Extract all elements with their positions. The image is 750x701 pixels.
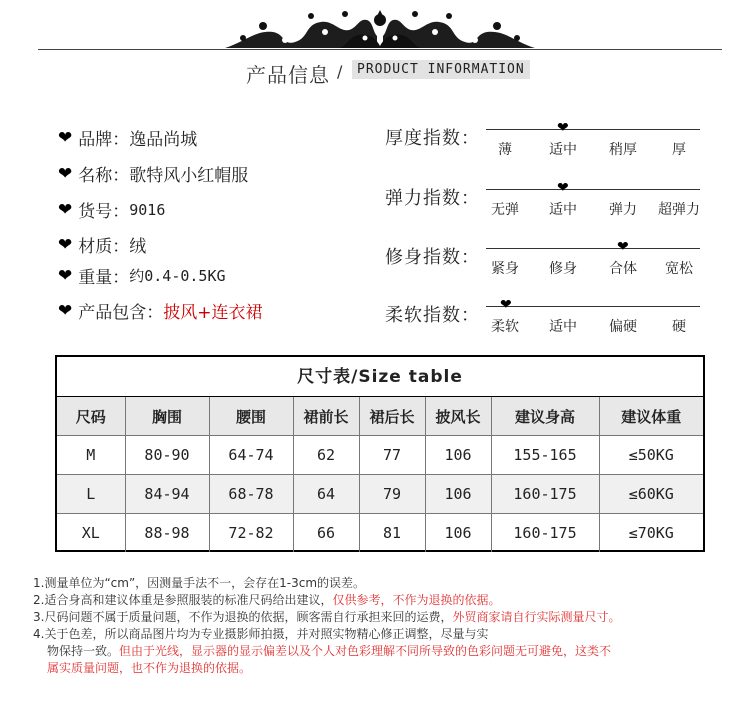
- table-cell: ≤70KG: [599, 514, 703, 553]
- table-cell: 64-74: [209, 436, 293, 475]
- heart-icon: ❤: [58, 265, 73, 286]
- info-label: 材质：: [78, 237, 130, 257]
- index-option: 宽松: [665, 261, 693, 277]
- table-cell: 155-165: [491, 436, 599, 475]
- size-table-title: 尺寸表/Size table: [57, 357, 703, 397]
- heart-icon: ❤: [557, 120, 569, 136]
- index-option: 厚: [672, 142, 686, 158]
- size-header-row: [57, 397, 703, 436]
- index-option: 适中: [549, 142, 577, 158]
- note-text: 2.适合身高和建议体重是参照服装的标准尺码给出建议，: [33, 593, 333, 607]
- info-package: [58, 298, 263, 323]
- info-name: [58, 161, 248, 186]
- note-warning: 外贸商家请自行实际测量尺寸。: [452, 610, 621, 624]
- note-text: 4.关于色差，所以商品图片均为专业摄影师拍摄，并对照实物精心修正调整，尽量与实: [33, 627, 489, 641]
- heart-icon: ❤: [58, 163, 73, 184]
- info-label: 品牌：: [78, 130, 130, 150]
- index-option: 硬: [672, 319, 686, 335]
- index-option: 偏硬: [609, 319, 637, 335]
- table-cell: 106: [425, 436, 491, 475]
- header-cell: 建议体重: [599, 397, 703, 436]
- info-weight: [58, 263, 226, 288]
- index-option: 修身: [549, 261, 577, 277]
- info-value: 逸品尚城: [129, 130, 198, 150]
- header-cell: 裙后长: [359, 397, 425, 436]
- index-option: 无弹: [491, 202, 519, 218]
- table-cell: 106: [425, 514, 491, 553]
- header-cell: 尺码: [57, 397, 125, 436]
- index-option: 柔软: [491, 319, 519, 335]
- size-grid: [57, 397, 703, 552]
- table-cell: 80-90: [125, 436, 209, 475]
- info-sku: [58, 197, 165, 222]
- info-value: 披风+连衣裙: [163, 303, 263, 323]
- table-cell: 81: [359, 514, 425, 553]
- section-title-cn: 产品信息: [246, 63, 330, 87]
- note-4-cont: [33, 643, 743, 660]
- table-cell: ≤60KG: [599, 475, 703, 514]
- heart-icon: ❤: [58, 234, 73, 255]
- table-cell: ≤50KG: [599, 436, 703, 475]
- table-cell: 160-175: [491, 475, 599, 514]
- header-divider: [38, 49, 722, 50]
- table-cell: 88-98: [125, 514, 209, 553]
- header-cell: 建议身高: [491, 397, 599, 436]
- note-warning: 但由于光线，显示器的显示偏差以及个人对色彩理解不同所导致的色彩问题无可避免，这类不: [119, 644, 612, 658]
- index-option: 超弹力: [658, 202, 700, 218]
- heart-icon: ❤: [58, 199, 73, 220]
- header-cell: 披风长: [425, 397, 491, 436]
- table-cell: 64: [293, 475, 359, 514]
- table-cell: 84-94: [125, 475, 209, 514]
- index-option: 薄: [498, 142, 512, 158]
- note-1: [33, 575, 743, 592]
- table-cell: 68-78: [209, 475, 293, 514]
- index-scale-line: [486, 129, 700, 130]
- table-cell: 72-82: [209, 514, 293, 553]
- note-4: [33, 626, 743, 643]
- info-material: [58, 232, 146, 257]
- header-cell: 腰围: [209, 397, 293, 436]
- table-cell: 77: [359, 436, 425, 475]
- table-cell: 160-175: [491, 514, 599, 553]
- table-row: [57, 436, 703, 475]
- heart-icon: ❤: [557, 180, 569, 196]
- note-2: [33, 592, 743, 609]
- index-label: 修身指数：: [385, 247, 480, 268]
- table-cell: 106: [425, 475, 491, 514]
- index-scale-line: [486, 248, 700, 249]
- index-option: 适中: [549, 202, 577, 218]
- table-cell: 62: [293, 436, 359, 475]
- table-row: [57, 514, 703, 553]
- index-option: 合体: [609, 261, 637, 277]
- info-label: 名称：: [78, 166, 130, 186]
- note-warning: 属实质量问题，也不作为退换的依据。: [47, 661, 252, 675]
- table-row: [57, 475, 703, 514]
- heart-icon: ❤: [500, 297, 512, 313]
- note-text: 物保持一致。: [47, 644, 120, 658]
- note-4-cont2: [33, 660, 743, 677]
- index-option: 稍厚: [609, 142, 637, 158]
- index-label: 弹力指数：: [385, 188, 480, 209]
- index-scale-line: [486, 306, 700, 307]
- info-label: 产品包含：: [78, 303, 164, 323]
- heart-icon: ❤: [617, 239, 629, 255]
- table-cell: XL: [57, 514, 125, 553]
- note-3: [33, 609, 743, 626]
- index-scale-line: [486, 189, 700, 190]
- note-text: 3.尺码问题不属于质量问题，不作为退换的依据，顾客需自行承担来回的运费，: [33, 610, 453, 624]
- table-cell: L: [57, 475, 125, 514]
- info-label: 重量：: [78, 268, 130, 288]
- table-cell: M: [57, 436, 125, 475]
- info-label: 货号：: [78, 202, 130, 222]
- info-value: 约0.4-0.5KG: [129, 267, 226, 285]
- index-option: 适中: [549, 319, 577, 335]
- table-cell: 66: [293, 514, 359, 553]
- index-option: 紧身: [491, 261, 519, 277]
- table-cell: 79: [359, 475, 425, 514]
- header-cell: 胸围: [125, 397, 209, 436]
- index-label: 柔软指数：: [385, 305, 480, 326]
- note-text: 1.测量单位为“cm”，因测量手法不一，会存在1-3cm的误差。: [33, 576, 366, 590]
- index-label: 厚度指数：: [385, 128, 480, 149]
- size-table: [55, 355, 705, 552]
- info-value: 歌特风小红帽服: [129, 166, 249, 186]
- floral-ornament-icon: [225, 6, 535, 50]
- heart-icon: ❤: [58, 300, 73, 321]
- section-title-slash: /: [337, 62, 343, 81]
- info-value: 9016: [129, 200, 166, 219]
- note-warning: 仅供参考，不作为退换的依据。: [332, 593, 501, 607]
- header-cell: 裙前长: [293, 397, 359, 436]
- index-option: 弹力: [609, 202, 637, 218]
- info-brand: [58, 125, 197, 150]
- notes: [33, 575, 743, 677]
- heart-icon: ❤: [58, 127, 73, 148]
- section-title-en: PRODUCT INFORMATION: [352, 60, 530, 79]
- info-value: 绒: [129, 237, 147, 257]
